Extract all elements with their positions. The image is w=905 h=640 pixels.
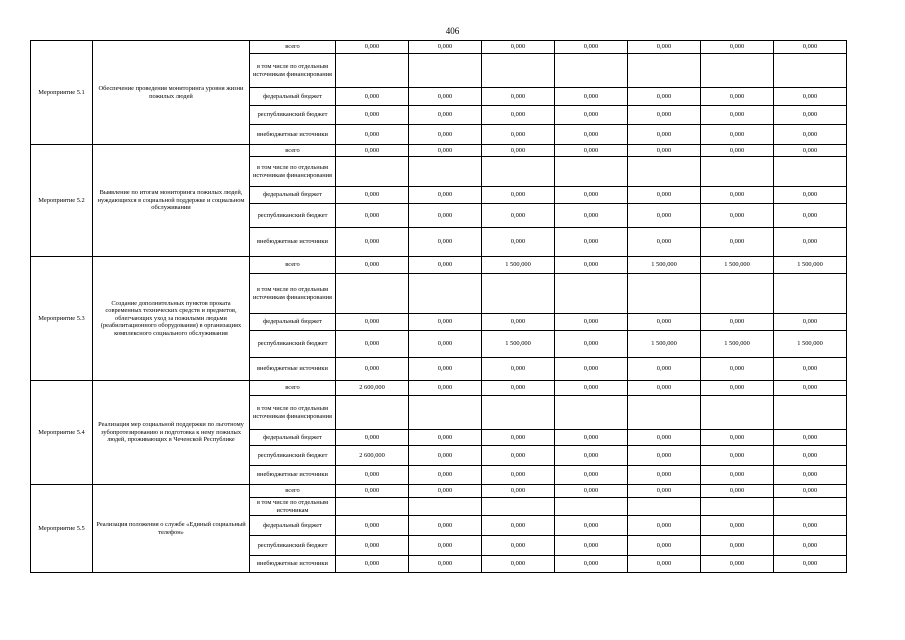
amount-cell: 0,000 xyxy=(701,204,774,228)
amount-cell xyxy=(774,54,847,88)
amount-cell: 0,000 xyxy=(774,516,847,536)
amount-cell: 2 600,000 xyxy=(336,446,409,466)
funding-source: внебюджетные источники xyxy=(250,556,336,573)
amount-cell: 0,000 xyxy=(555,106,628,125)
amount-cell: 0,000 xyxy=(409,466,482,485)
amount-cell: 0,000 xyxy=(336,516,409,536)
amount-cell: 0,000 xyxy=(628,145,701,157)
amount-cell: 0,000 xyxy=(774,430,847,446)
amount-cell xyxy=(555,396,628,430)
amount-cell: 0,000 xyxy=(628,106,701,125)
amount-cell xyxy=(701,274,774,314)
amount-cell: 0,000 xyxy=(482,314,555,331)
funding-source: федеральный бюджет xyxy=(250,187,336,204)
amount-cell: 0,000 xyxy=(555,446,628,466)
event-label: Мероприятие 5.4 xyxy=(31,381,93,485)
event-label: Мероприятие 5.3 xyxy=(31,257,93,381)
amount-cell: 1 500,000 xyxy=(628,257,701,274)
amount-cell: 0,000 xyxy=(409,381,482,396)
amount-cell: 0,000 xyxy=(555,516,628,536)
page-number: 406 xyxy=(445,26,460,36)
amount-cell: 0,000 xyxy=(701,41,774,54)
amount-cell: 0,000 xyxy=(628,204,701,228)
amount-cell: 1 500,000 xyxy=(482,257,555,274)
funding-source: всего xyxy=(250,381,336,396)
funding-source: внебюджетные источники xyxy=(250,466,336,485)
amount-cell: 0,000 xyxy=(482,358,555,381)
amount-cell: 0,000 xyxy=(774,446,847,466)
amount-cell: 0,000 xyxy=(628,314,701,331)
amount-cell xyxy=(701,157,774,187)
amount-cell: 0,000 xyxy=(555,228,628,257)
table-row xyxy=(31,145,847,157)
amount-cell: 0,000 xyxy=(336,331,409,358)
amount-cell: 0,000 xyxy=(628,187,701,204)
funding-source: всего xyxy=(250,145,336,157)
funding-source: республиканский бюджет xyxy=(250,446,336,466)
amount-cell: 0,000 xyxy=(774,145,847,157)
amount-cell: 0,000 xyxy=(774,88,847,106)
amount-cell: 0,000 xyxy=(409,516,482,536)
amount-cell xyxy=(628,498,701,516)
funding-source: республиканский бюджет xyxy=(250,106,336,125)
amount-cell: 0,000 xyxy=(628,516,701,536)
amount-cell: 0,000 xyxy=(628,446,701,466)
amount-cell: 0,000 xyxy=(628,556,701,573)
amount-cell: 0,000 xyxy=(628,358,701,381)
amount-cell: 0,000 xyxy=(482,106,555,125)
amount-cell: 0,000 xyxy=(701,145,774,157)
amount-cell: 0,000 xyxy=(555,536,628,556)
amount-cell: 0,000 xyxy=(482,204,555,228)
amount-cell xyxy=(336,396,409,430)
amount-cell: 0,000 xyxy=(482,88,555,106)
amount-cell: 0,000 xyxy=(774,314,847,331)
funding-source: в том числе по отдельным источникам финансирования xyxy=(250,274,336,314)
amount-cell xyxy=(628,274,701,314)
amount-cell: 0,000 xyxy=(336,358,409,381)
amount-cell xyxy=(555,274,628,314)
amount-cell: 0,000 xyxy=(774,485,847,498)
amount-cell: 0,000 xyxy=(409,446,482,466)
amount-cell: 1 500,000 xyxy=(774,331,847,358)
amount-cell: 0,000 xyxy=(409,88,482,106)
table-row xyxy=(31,257,847,274)
amount-cell xyxy=(409,396,482,430)
funding-source: в том числе по отдельным источникам финансирования xyxy=(250,157,336,187)
amount-cell: 0,000 xyxy=(628,88,701,106)
event-description: Обеспечение проведения мониторинга уровня жизни пожилых людей xyxy=(93,41,250,145)
amount-cell: 1 500,000 xyxy=(628,331,701,358)
amount-cell: 0,000 xyxy=(628,381,701,396)
amount-cell: 0,000 xyxy=(336,536,409,556)
amount-cell xyxy=(628,54,701,88)
amount-cell xyxy=(555,54,628,88)
amount-cell: 0,000 xyxy=(336,430,409,446)
event-description: Создание дополнительных пунктов проката современных технических средств и предметов, облегчающих уход за пожилыми людьми (реабилитационного оборудования) в организациях комплексного социального обслуживания xyxy=(93,257,250,381)
amount-cell: 0,000 xyxy=(409,314,482,331)
event-description: Реализация мер социальной поддержки по льготному зубопротезированию и подготовка к нему пожилых людей, проживающих в Чеченской Республике xyxy=(93,381,250,485)
amount-cell: 0,000 xyxy=(482,430,555,446)
funding-source: в том числе по отдельным источникам финансирования xyxy=(250,396,336,430)
event-description: Реализация положения о службе «Единый социальный телефон» xyxy=(93,485,250,573)
amount-cell: 0,000 xyxy=(409,41,482,54)
amount-cell: 0,000 xyxy=(774,381,847,396)
amount-cell xyxy=(336,274,409,314)
amount-cell xyxy=(482,54,555,88)
amount-cell: 0,000 xyxy=(482,536,555,556)
funding-source: республиканский бюджет xyxy=(250,536,336,556)
amount-cell: 0,000 xyxy=(336,466,409,485)
amount-cell: 0,000 xyxy=(774,41,847,54)
amount-cell: 0,000 xyxy=(482,125,555,145)
amount-cell: 0,000 xyxy=(336,187,409,204)
amount-cell: 0,000 xyxy=(774,466,847,485)
table-row xyxy=(31,485,847,498)
amount-cell: 0,000 xyxy=(555,556,628,573)
amount-cell: 0,000 xyxy=(482,556,555,573)
amount-cell: 0,000 xyxy=(701,536,774,556)
amount-cell: 0,000 xyxy=(409,257,482,274)
amount-cell: 0,000 xyxy=(409,556,482,573)
funding-source: федеральный бюджет xyxy=(250,314,336,331)
amount-cell: 0,000 xyxy=(336,314,409,331)
amount-cell: 0,000 xyxy=(701,88,774,106)
amount-cell: 0,000 xyxy=(555,187,628,204)
amount-cell: 0,000 xyxy=(482,228,555,257)
funding-source: федеральный бюджет xyxy=(250,430,336,446)
amount-cell: 0,000 xyxy=(555,314,628,331)
funding-source: внебюджетные источники xyxy=(250,125,336,145)
amount-cell: 0,000 xyxy=(336,257,409,274)
event-label: Мероприятие 5.5 xyxy=(31,485,93,573)
event-description: Выявление по итогам мониторинга пожилых людей, нуждающихся в социальной поддержке и социальном обслуживании xyxy=(93,145,250,257)
funding-source: внебюджетные источники xyxy=(250,228,336,257)
amount-cell: 0,000 xyxy=(774,358,847,381)
amount-cell: 0,000 xyxy=(482,381,555,396)
funding-source: в том числе по отдельным источникам xyxy=(250,498,336,516)
amount-cell: 0,000 xyxy=(409,536,482,556)
amount-cell xyxy=(409,157,482,187)
amount-cell: 0,000 xyxy=(555,145,628,157)
amount-cell: 0,000 xyxy=(555,204,628,228)
amount-cell: 0,000 xyxy=(409,430,482,446)
funding-source: республиканский бюджет xyxy=(250,331,336,358)
amount-cell: 0,000 xyxy=(774,187,847,204)
amount-cell: 0,000 xyxy=(774,106,847,125)
amount-cell: 0,000 xyxy=(555,41,628,54)
amount-cell xyxy=(774,498,847,516)
amount-cell: 0,000 xyxy=(409,358,482,381)
amount-cell xyxy=(555,498,628,516)
amount-cell xyxy=(628,157,701,187)
amount-cell: 0,000 xyxy=(409,485,482,498)
amount-cell: 0,000 xyxy=(628,430,701,446)
amount-cell: 0,000 xyxy=(409,187,482,204)
amount-cell: 1 500,000 xyxy=(701,257,774,274)
amount-cell: 0,000 xyxy=(336,106,409,125)
amount-cell xyxy=(409,274,482,314)
table-row xyxy=(31,41,847,54)
amount-cell xyxy=(701,396,774,430)
amount-cell: 0,000 xyxy=(482,485,555,498)
amount-cell xyxy=(409,54,482,88)
amount-cell: 0,000 xyxy=(482,41,555,54)
funding-source: внебюджетные источники xyxy=(250,358,336,381)
funding-source: федеральный бюджет xyxy=(250,516,336,536)
amount-cell: 0,000 xyxy=(482,466,555,485)
funding-source: всего xyxy=(250,485,336,498)
amount-cell xyxy=(701,498,774,516)
amount-cell xyxy=(482,157,555,187)
amount-cell: 0,000 xyxy=(628,536,701,556)
amount-cell: 0,000 xyxy=(628,485,701,498)
budget-table xyxy=(30,40,847,573)
amount-cell: 1 500,000 xyxy=(482,331,555,358)
amount-cell: 0,000 xyxy=(701,381,774,396)
amount-cell: 0,000 xyxy=(336,41,409,54)
amount-cell: 0,000 xyxy=(774,125,847,145)
amount-cell: 0,000 xyxy=(482,446,555,466)
event-label: Мероприятие 5.1 xyxy=(31,41,93,145)
funding-source: в том числе по отдельным источникам финансирования xyxy=(250,54,336,88)
amount-cell: 0,000 xyxy=(409,204,482,228)
table-row xyxy=(31,381,847,396)
amount-cell: 0,000 xyxy=(555,430,628,446)
amount-cell xyxy=(482,396,555,430)
funding-source: всего xyxy=(250,257,336,274)
amount-cell xyxy=(336,498,409,516)
amount-cell: 0,000 xyxy=(701,556,774,573)
amount-cell: 0,000 xyxy=(701,358,774,381)
amount-cell xyxy=(555,157,628,187)
amount-cell: 0,000 xyxy=(555,331,628,358)
amount-cell: 0,000 xyxy=(555,381,628,396)
amount-cell xyxy=(774,157,847,187)
amount-cell: 0,000 xyxy=(701,314,774,331)
amount-cell xyxy=(701,54,774,88)
amount-cell: 0,000 xyxy=(336,125,409,145)
amount-cell: 0,000 xyxy=(774,556,847,573)
amount-cell: 0,000 xyxy=(628,228,701,257)
amount-cell: 0,000 xyxy=(336,88,409,106)
amount-cell: 0,000 xyxy=(701,430,774,446)
amount-cell: 1 500,000 xyxy=(774,257,847,274)
amount-cell: 0,000 xyxy=(555,485,628,498)
amount-cell: 0,000 xyxy=(409,228,482,257)
amount-cell xyxy=(774,396,847,430)
amount-cell: 0,000 xyxy=(628,41,701,54)
amount-cell: 0,000 xyxy=(701,446,774,466)
amount-cell xyxy=(482,498,555,516)
amount-cell: 0,000 xyxy=(336,145,409,157)
amount-cell: 0,000 xyxy=(555,257,628,274)
amount-cell: 0,000 xyxy=(774,204,847,228)
amount-cell xyxy=(409,498,482,516)
amount-cell: 0,000 xyxy=(701,485,774,498)
amount-cell: 0,000 xyxy=(701,466,774,485)
amount-cell: 0,000 xyxy=(701,187,774,204)
amount-cell: 0,000 xyxy=(628,125,701,145)
amount-cell xyxy=(336,157,409,187)
amount-cell xyxy=(628,396,701,430)
amount-cell: 0,000 xyxy=(701,125,774,145)
table-body xyxy=(31,41,847,573)
amount-cell: 0,000 xyxy=(482,145,555,157)
amount-cell: 1 500,000 xyxy=(701,331,774,358)
amount-cell: 0,000 xyxy=(409,331,482,358)
amount-cell: 0,000 xyxy=(701,106,774,125)
amount-cell: 0,000 xyxy=(336,556,409,573)
amount-cell: 0,000 xyxy=(336,485,409,498)
amount-cell: 0,000 xyxy=(336,228,409,257)
amount-cell xyxy=(482,274,555,314)
amount-cell xyxy=(336,54,409,88)
amount-cell: 0,000 xyxy=(628,466,701,485)
amount-cell: 0,000 xyxy=(482,187,555,204)
amount-cell: 0,000 xyxy=(482,516,555,536)
funding-source: всего xyxy=(250,41,336,54)
amount-cell: 0,000 xyxy=(409,145,482,157)
event-label: Мероприятие 5.2 xyxy=(31,145,93,257)
funding-source: республиканский бюджет xyxy=(250,204,336,228)
amount-cell: 0,000 xyxy=(409,106,482,125)
amount-cell: 0,000 xyxy=(774,228,847,257)
amount-cell: 0,000 xyxy=(774,536,847,556)
funding-source: федеральный бюджет xyxy=(250,88,336,106)
amount-cell: 0,000 xyxy=(555,88,628,106)
amount-cell: 0,000 xyxy=(555,466,628,485)
amount-cell: 0,000 xyxy=(409,125,482,145)
amount-cell: 0,000 xyxy=(701,516,774,536)
amount-cell: 2 600,000 xyxy=(336,381,409,396)
amount-cell: 0,000 xyxy=(555,125,628,145)
amount-cell xyxy=(774,274,847,314)
amount-cell: 0,000 xyxy=(336,204,409,228)
amount-cell: 0,000 xyxy=(555,358,628,381)
amount-cell: 0,000 xyxy=(701,228,774,257)
